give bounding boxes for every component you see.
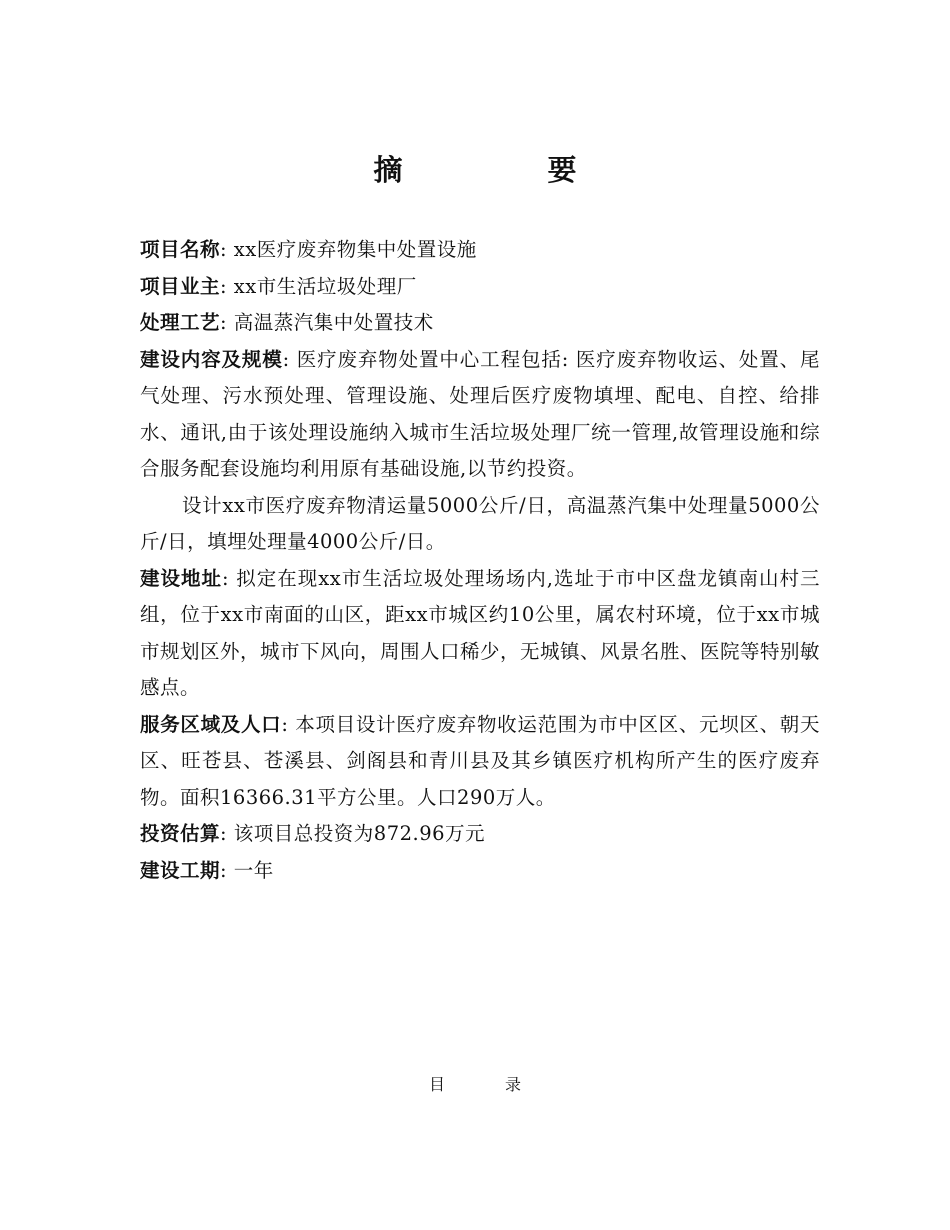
service-area-separator: : <box>281 712 289 736</box>
process-value: 高温蒸汽集中处置技术 <box>227 311 434 334</box>
construction-period-value: 一年 <box>227 858 274 882</box>
project-owner-label: 项目业主 <box>140 274 221 298</box>
scope-value: 医疗废弃物处置中心工程包括: 医疗废弃物收运、处置、尾气处理、污水预处理、管理设施、处理后医疗废物填埋、配电、自控、给排水、通讯,由于该处理设施纳入城市生活垃圾处理厂统一管理,故管理设施和综合服务配套设施均利用原有基础设施,以节约投资。 <box>140 347 820 480</box>
process-row <box>140 305 820 342</box>
construction-period-separator: : <box>220 858 228 882</box>
project-owner-separator: : <box>220 274 228 298</box>
project-name-row <box>140 232 820 269</box>
investment-value: 该项目总投资为872.96万元 <box>227 822 486 845</box>
scope-label: 建设内容及规模 <box>140 347 283 371</box>
construction-period-row <box>140 853 820 890</box>
service-area-label: 服务区域及人口 <box>140 712 282 736</box>
page-title: 摘 要 <box>373 153 635 187</box>
scope-row <box>140 342 820 488</box>
scope-separator: : <box>282 347 290 371</box>
investment-row <box>140 816 820 853</box>
service-area-value: 本项目设计医疗废弃物收运范围为市中区区、元坝区、朝天区、旺苍县、苍溪县、剑阁县和青川县及其乡镇医疗机构所产生的医疗废弃物。面积16366.31平方公里。人口290万人。 <box>140 712 820 809</box>
table-of-contents-heading: 目 录 <box>428 1075 543 1094</box>
service-area-row <box>140 707 820 817</box>
process-separator: : <box>220 311 228 334</box>
site-row <box>140 561 820 707</box>
site-value: 拟定在现xx市生活垃圾处理场场内,选址于市中区盘龙镇南山村三组，位于xx市南面的山区，距xx市城区约10公里，属农村环境，位于xx市城市规划区外，城市下风向，周围人口稀少，无城镇、风景名胜、医院等特别敏感点。 <box>140 566 821 699</box>
project-name-label: 项目名称 <box>140 238 221 261</box>
process-label: 处理工艺 <box>140 311 221 334</box>
site-label: 建设地址 <box>140 566 223 590</box>
investment-separator: : <box>220 822 228 845</box>
project-name-value: xx医疗废弃物集中处置设施 <box>227 238 477 261</box>
investment-label: 投资估算 <box>140 822 221 845</box>
abstract-body <box>140 232 820 889</box>
site-separator: : <box>222 566 230 590</box>
project-owner-row <box>140 269 820 306</box>
project-name-separator: : <box>220 238 228 261</box>
project-owner-value: xx市生活垃圾处理厂 <box>227 274 417 298</box>
design-paragraph: 设计xx市医疗废弃物清运量5000公斤/日，高温蒸汽集中处理量5000公斤/日，填埋处理量4000公斤/日。 <box>140 493 820 553</box>
construction-period-label: 建设工期 <box>140 858 221 882</box>
